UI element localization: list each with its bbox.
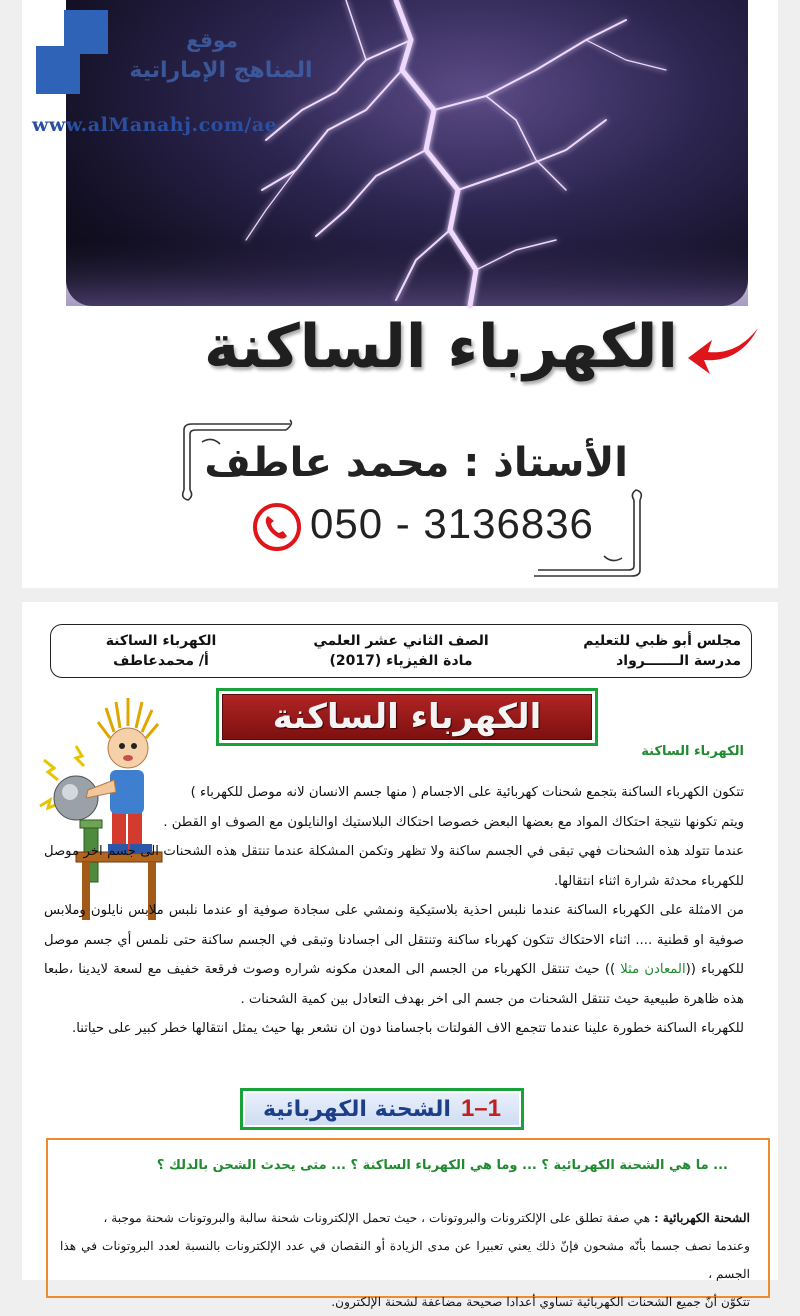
document-page <box>22 602 778 1309</box>
header-grade: الصف الثاني عشر العلمي <box>313 633 489 649</box>
site-logo-icon <box>36 10 108 94</box>
header-course-info <box>301 631 501 671</box>
title-banner-fill <box>222 694 592 740</box>
definition-line-3: تتكوّن أنّ جميع الشحنات الكهربائية تساوي أعدادا صحيحة مضاعفة لشحنة الإلكترون. <box>331 1295 750 1309</box>
section-label: الكهرباء الساكنة <box>641 744 744 759</box>
cover-title-row <box>122 312 782 402</box>
header-council: مجلس أبو ظبي للتعليم <box>583 633 741 649</box>
paragraph-5: للكهرباء الساكنة خطورة علينا عندما تتجمع الاف الفولتات باجسامنا دون ان نشعر بها حيث يمثل انتقالها خطر كبير على حياتنا. <box>72 1021 744 1036</box>
paragraph-2: ويتم تكونها نتيجة احتكاك المواد مع بعضها البعض خصوصا احتكاك البلاستيك اوالنايلون مع الصوف او القطن . <box>163 814 744 830</box>
header-school: مدرسة الـــــــرواد <box>616 653 741 669</box>
header-subject: مادة الفيزياء (2017) <box>329 653 473 669</box>
header-topic: الكهرباء الساكنة <box>105 633 217 649</box>
watermark-site-name-line1: موقع <box>186 28 238 52</box>
header-school-info <box>571 631 741 671</box>
teacher-name: الأستاذ : محمد عاطف <box>204 440 628 486</box>
body-text <box>44 778 744 1044</box>
definition-line-1 <box>60 1204 750 1232</box>
paragraph-1: تتكون الكهرباء الساكنة بتجمع شحنات كهربائية على الاجسام ( منها جسم الانسان لانه موصل للكهرباء ) <box>190 785 744 800</box>
paragraph-4-part-1: من الامثلة على الكهرباء الساكنة عندما نلبس احذية بلاستيكية ونمشي على سجادة صوفية او عندما نلبس ملابس نايلون وملابس صوفية او قطنية .... اثناء الاحتكاك تتكون كهرباء ساكنة وتنتقل الى اجسادنا وتبقى في الجسم ساكنة حتى نلمس أي جسم موصل للكهرباء (( <box>44 903 744 977</box>
subsection-number: 1–1 <box>460 1095 502 1122</box>
paragraph-3: عندما تتولد هذه الشحنات فهي تبقى في الجسم ساكنة ولا تظهر وتكمن المشكلة عندما تنتقل هذه الشحنات الى جسم اخر موصل للكهرباء محدثة شرارة اثناء انتقالها. <box>44 844 744 889</box>
paragraph-4-part-2: )) حيث تنتقل الكهرباء من الجسم الى المعدن مكونه شراره وصوت فرقعة خفيف مع لسعة لايدينا ،طبعا هذه ظاهرة طبيعية حيث تنتقل الشحنات من جسم الى اخر بهدف التعادل بين كمية الشحنات . <box>44 962 744 1007</box>
document-header <box>50 624 752 678</box>
subsection-banner <box>240 1088 524 1130</box>
cover-page <box>22 0 778 588</box>
cover-title: الكهرباء الساكنة <box>204 312 678 382</box>
definition-line-2: وعندما نصف جسما بأنّه مشحون فإنّ ذلك يعني تعبيرا عن مدى الزيادة أو النقصان في عدد الإلكترونات بالنسبة لعدد البروتونات في هذا الجسم ، <box>60 1239 750 1281</box>
questions-line: ... ما هي الشحنة الكهربائية ؟ ... وما هي الكهرباء الساكنة ؟ ... متى يحدث الشحن بالدلك ؟ <box>156 1158 728 1173</box>
definition-box <box>46 1138 770 1309</box>
lightning-photo <box>66 0 748 306</box>
definition-term: الشحنة الكهربائية : <box>654 1211 750 1225</box>
definition-text <box>60 1204 750 1316</box>
header-teacher: أ/ محمدعاطف <box>113 653 209 669</box>
phone-icon <box>252 502 302 552</box>
red-arrow-icon <box>686 322 760 386</box>
metals-example: المعادن مثلا <box>620 962 686 977</box>
title-banner-text: الكهرباء الساكنة <box>272 697 542 737</box>
phone-number: 050 - 3136836 <box>310 500 594 547</box>
header-topic-info <box>91 631 231 671</box>
subsection-title: الشحنة الكهربائية <box>263 1096 451 1122</box>
definition-body: هي صفة تطلق على الإلكترونات والبروتونات ، حيث تحمل الإلكترونات شحنة سالبة والبروتونات شحنة موجبة ، <box>103 1211 655 1225</box>
watermark-site-name-line2: المناهج الإماراتية <box>129 58 313 83</box>
lightning-bolt-graphic <box>66 0 748 306</box>
paragraph-4 <box>44 896 744 1014</box>
watermark-url[interactable]: www.alManahj.com/ae <box>32 114 278 136</box>
title-banner <box>216 688 598 746</box>
subsection-banner-fill <box>245 1093 519 1125</box>
